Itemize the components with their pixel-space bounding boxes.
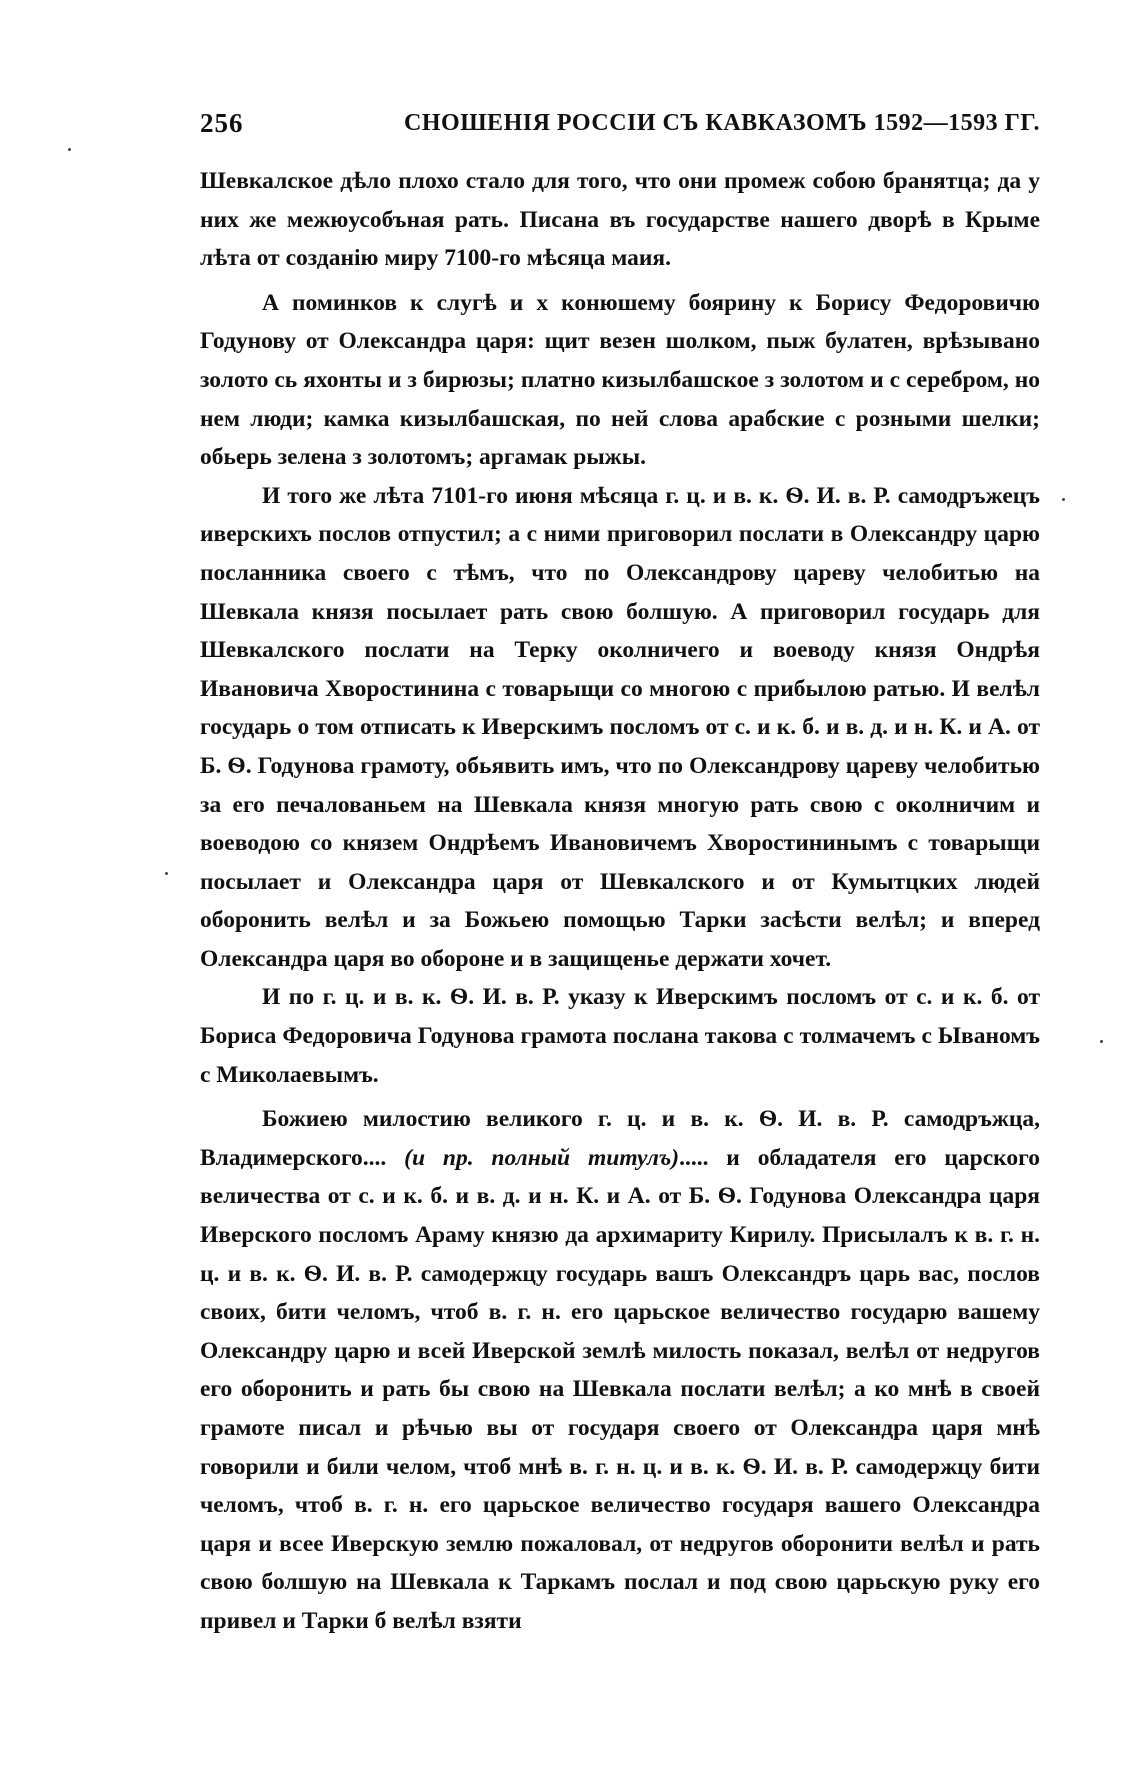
letter-paragraph — [200, 1100, 1040, 1640]
paragraph: И того же лѣта 7101-го июня мѣсяца г. ц. и в. к. Ѳ. И. в. Р. самодръжецъ иверскихъ послов отпустил; а с ними приговорил послати в Олександру царю посланника своего с тѣмъ, что по Олександрову цареву челобитью на Шевкала князя посылает рать свою болшую. А приговорил государь для Шевкалского послати на Терку околничего и воеводу князя Ондрѣя Ивановича Хворостинина с товарыщи со многою с прибылою ратью. И велѣл государь о том отписать к Иверскимъ посломъ от с. и к. б. и в. д. и н. К. и А. от Б. Ѳ. Годунова грамоту, обьявить имъ, что по Олександрову цареву челобитью за его печалованьем на Шевкала князя многую рать свою с околничим и воеводою со князем Ондрѣемъ Ивановичемъ Хворостининымъ с товарыщи посылает и Олександра царя от Шевкалского и от Кумытцких людей оборонить велѣл и за Божьею помощью Тарки засѣсти велѣл; и вперед Олександра царя во обороне и в защищенье держати хочет. — [200, 482, 1040, 972]
letter-body: ..... и обладателя его царского величества от с. и к. б. и в. д. и н. К. и А. от Б. Ѳ. Годунова Олександра царя Иверского посломъ Араму князю да архимариту Кирилу. Присылалъ к в. г. н. ц. и в. к. Ѳ. И. в. Р. самодержцу государь вашъ Олександръ царь вас, послов своих, бити челомъ, чтоб в. г. н. его царьское величество государю вашему Олександру царю и всей Иверской землѣ милость показал, велѣл от недругов его оборонить и рать бы свою на Шевкала послати велѣл; а ко мнѣ в своей грамоте писал и рѣчью вы от государя своего от Олександра царя мнѣ говорили и били челом, чтоб мнѣ в. г. н. ц. и в. к. Ѳ. И. в. Р. самодержцу бити челомъ, чтоб в. г. н. его царьское величество государя вашего Олександра царя и всее Иверскую землю пожаловал, от недругов оборонити велѣл и рать свою болшую на Шевкала к Таркамъ послал и под свою царьскую руку его привел и Тарки б велѣл взяти — [200, 1144, 1040, 1634]
paragraph: И по г. ц. и в. к. Ѳ. И. в. Р. указу к Иверскимъ посломъ от с. и к. б. от Бориса Федоровича Годунова грамота послана такова с толмачемъ с Ываномъ с Миколаевымъ. — [200, 984, 1040, 1088]
page-number: 256 — [200, 108, 244, 138]
scan-speck — [68, 148, 71, 151]
title-note: (и пр. полный титулъ) — [404, 1144, 680, 1171]
letter-opening: Божиею милостию великого г. ц. и в. к. Ѳ. И. в. Р. самодръжца, Владимерского.... — [200, 1106, 1040, 1171]
paragraph: Шевкалское дѣло плохо стало для того, что они промеж собою бранятца; да у них же межюусобъная рать. Писана въ государстве нашего дворѣ в Крыме лѣта от созданію миру 7100-го мѣсяца маия. — [200, 168, 1040, 272]
paragraph: А поминков к слугѣ и х конюшему боярину к Борису Федоровичю Годунову от Олександра царя: щит везен шолком, пыж булатен, врѣзывано золото сь яхонты и з бирюзы; платно кизылбашское з золотом и с серебром, но нем люди; камка кизылбашская, по ней слова арабские с розными шелки; обьерь зелена з золотомъ; аргамак рыжы. — [200, 289, 1040, 471]
scan-speck — [165, 872, 168, 875]
scan-speck — [1100, 1040, 1103, 1043]
scan-speck — [1062, 498, 1065, 501]
book-page — [200, 108, 1040, 1641]
body-text — [200, 162, 1040, 1641]
running-head — [200, 108, 1040, 144]
running-title: СНОШЕНІЯ РОССІИ СЪ КАВКАЗОМЪ 1592—1593 ГГ. — [404, 110, 1040, 136]
